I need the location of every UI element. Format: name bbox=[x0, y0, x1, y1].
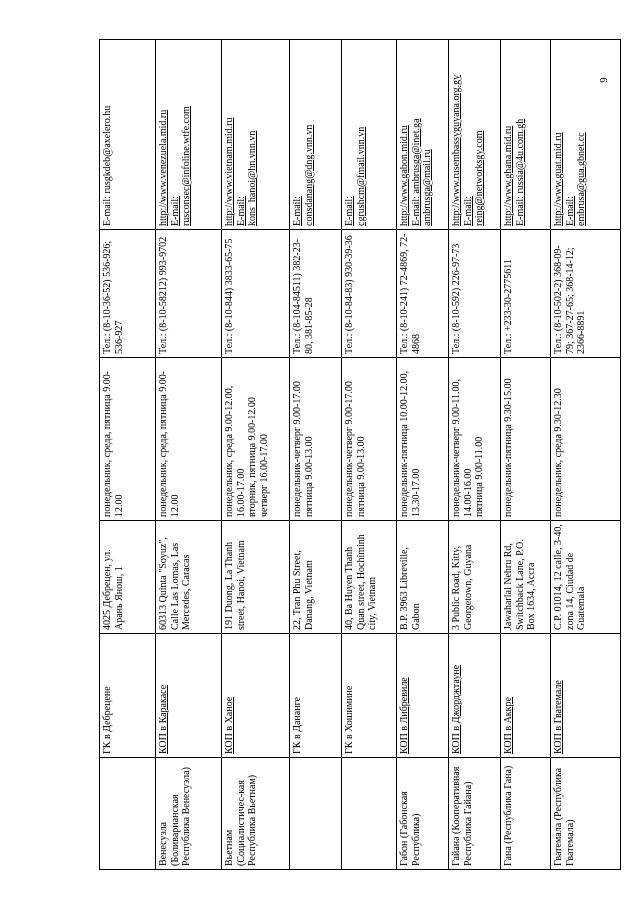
hours-cell: понедельник, среда, пятница 9.00-12.00 bbox=[100, 358, 156, 521]
mission-cell: ГК в Хошимине bbox=[342, 634, 397, 758]
phone-cell: Тел.: (8-10-502-2) 368-09-79; 367-27-65; 368-14-12; 2366-8891 bbox=[551, 230, 621, 358]
contacts-cell[interactable]: E-mail: consdanang@dng.vnn.vn bbox=[290, 40, 342, 230]
consulate-table bbox=[99, 39, 621, 870]
address-cell: 22, Tran Phu Street, Danang, Vietnam bbox=[290, 521, 342, 634]
country-cell: Гана (Республика Гана) bbox=[501, 758, 551, 870]
address-cell: 4025 Дебрецен, ул. Арань Янош, 1 bbox=[100, 521, 156, 634]
address-cell: 60313 Quinta "Soyuz", Calle Las Lomas, Las Mercedes, Caracas bbox=[156, 521, 222, 634]
contacts-cell[interactable]: http://www.rusembassyguyana.org.gy E-mail: reing@networksgy.com bbox=[449, 40, 501, 230]
country-cell bbox=[290, 758, 342, 870]
mission-cell: ГК в Дебрецене bbox=[100, 634, 156, 758]
country-cell: Венесуэла (Боливарианская Республика Венесуэла) bbox=[156, 758, 222, 870]
phone-cell: Тел.: (8-10-844) 3833-65-75 bbox=[222, 230, 290, 358]
hours-cell: понедельник, среда 9.00-12.00, 16.00-17.00 вторник, пятница 9.00-12.00 четверг 16.00-17.00 bbox=[222, 358, 290, 521]
country-cell bbox=[342, 758, 397, 870]
table-row bbox=[449, 40, 501, 870]
mission-cell[interactable]: КОП в Аккре bbox=[501, 634, 551, 758]
contacts-cell[interactable]: E-mail: cgrushcm@fmail.vnn.vn bbox=[342, 40, 397, 230]
address-cell: B.P. 3963 Libreville, Gabon bbox=[397, 521, 449, 634]
phone-cell: Тел.: (8-10-36-52) 536-926; 536-927 bbox=[100, 230, 156, 358]
consulate-table-container bbox=[99, 40, 620, 870]
table-row bbox=[501, 40, 551, 870]
contacts-cell[interactable]: http://www.venezuela.mid.ru E-mail: rusconsec@infoline.wtfe.com bbox=[156, 40, 222, 230]
address-cell: 40, Ba Huyen Thanh Quan street, Hochiminh city, Vietnam bbox=[342, 521, 397, 634]
page-number: 6 bbox=[596, 77, 609, 83]
address-cell: Jawaharlal Nehru Rd, Switchback Lane, P.O. Box 1634, Accra bbox=[501, 521, 551, 634]
country-cell: Габон (Габонская Республика) bbox=[397, 758, 449, 870]
mission-cell[interactable]: КОП в Каракасе bbox=[156, 634, 222, 758]
mission-cell: ГК в Дананге bbox=[290, 634, 342, 758]
table-row bbox=[551, 40, 621, 870]
hours-cell: понедельник-пятница 10.00-12.00, 13.30-17.00 bbox=[397, 358, 449, 521]
table-row bbox=[397, 40, 449, 870]
table-row bbox=[222, 40, 290, 870]
phone-cell: Тел.: (8-10-241) 72-4869, 72-4868 bbox=[397, 230, 449, 358]
contacts-cell[interactable]: http://www.guat.mid.ru E-mail: embrusa@gua.gbnet.cc bbox=[551, 40, 621, 230]
mission-cell[interactable]: КОП в Либревиле bbox=[397, 634, 449, 758]
phone-cell: Тел.: (8-10-84-83) 930-39-36 bbox=[342, 230, 397, 358]
address-cell: 3 Public Road, Kitty, Georgetown, Guyana bbox=[449, 521, 501, 634]
address-cell: 191 Duong, La Thanh street, Hanoi, Vietnam bbox=[222, 521, 290, 634]
hours-cell: понедельник-четверг 9.00-17.00 пятница 9.00-13.00 bbox=[290, 358, 342, 521]
contacts-cell[interactable]: http://www.vietnam.mid.ru E-mail: kons_hanoi@hn.vnn.vn bbox=[222, 40, 290, 230]
hours-cell: понедельник-пятница 9.30-15.00 bbox=[501, 358, 551, 521]
hours-cell: понедельник-четверг 9.00-17.00 пятница 9.00-13.00 bbox=[342, 358, 397, 521]
table-body bbox=[100, 40, 621, 870]
mission-cell[interactable]: КОП в Ханое bbox=[222, 634, 290, 758]
table-row bbox=[342, 40, 397, 870]
address-cell: C.P. 01014, 12 calle, 3-40, zona 14, Ciudad de Guatemala bbox=[551, 521, 621, 634]
phone-cell: Тел.: +233-30-2775611 bbox=[501, 230, 551, 358]
phone-cell: Тел.: (8-10-592) 226-97-73 bbox=[449, 230, 501, 358]
country-cell: Гайана (Кооперативная Республика Гайана) bbox=[449, 758, 501, 870]
phone-cell: Тел.: (8-104-84511) 382-23-80, 381-85-28 bbox=[290, 230, 342, 358]
contacts-cell: E-mail: rusgkdeb@axelero.hu bbox=[100, 40, 156, 230]
table-row bbox=[156, 40, 222, 870]
hours-cell: понедельник, среда 9.30-12.30 bbox=[551, 358, 621, 521]
table-row bbox=[290, 40, 342, 870]
hours-cell: понедельник, среда, пятница 9.00-12.00 bbox=[156, 358, 222, 521]
country-cell: Вьетнам (Социалистичес-кая Республика Вьетнам) bbox=[222, 758, 290, 870]
mission-cell[interactable]: КОП в Гватемале bbox=[551, 634, 621, 758]
phone-cell: Тел.: (8-10-58212) 993-9702 bbox=[156, 230, 222, 358]
hours-cell: понедельник-четверг 9.00-11.00, 14.00-16.00 пятница 9.00-11.00 bbox=[449, 358, 501, 521]
country-cell: Гватемала (Республика Гватемала) bbox=[551, 758, 621, 870]
mission-cell[interactable]: КОП в Джорджтауне bbox=[449, 634, 501, 758]
table-row bbox=[100, 40, 156, 870]
contacts-cell[interactable]: http://www.gabon.mid.ru E-mail: ambrusga@inet.ga ambrusga@mail.ru bbox=[397, 40, 449, 230]
contacts-cell[interactable]: http://www.ghana.mid.ru E-mail: russia@4u.com.gh bbox=[501, 40, 551, 230]
country-cell bbox=[100, 758, 156, 870]
